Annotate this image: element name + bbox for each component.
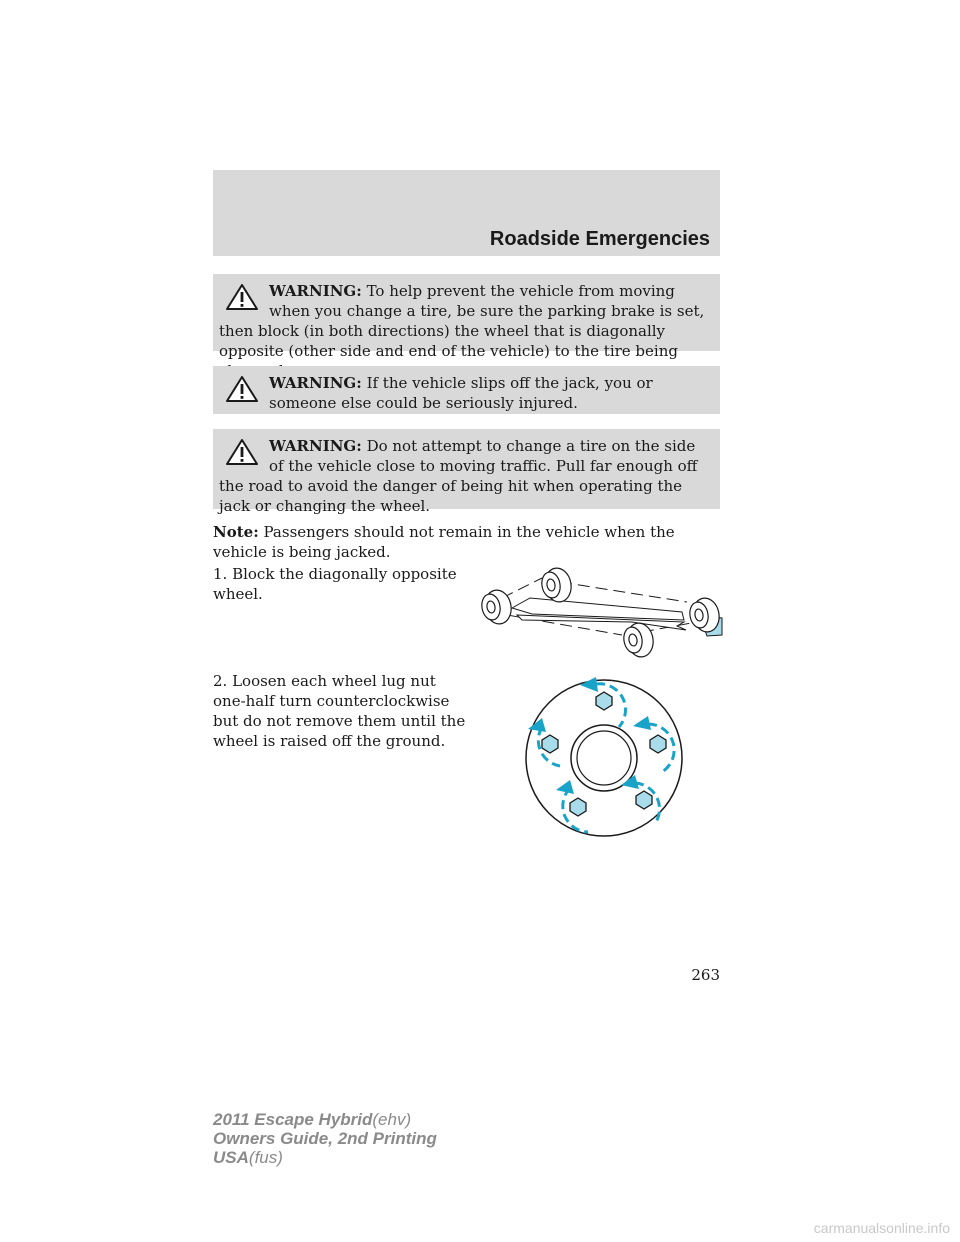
step-2-text: 2. Loosen each wheel lug nut one-half turn counterclockwise but do not remove them until the wheel is raised off the ground.	[213, 672, 466, 750]
watermark-text: carmanualsonline.info	[813, 1220, 950, 1236]
footer-market: USA	[213, 1148, 249, 1167]
note-text: Passengers should not remain in the vehicle when the vehicle is being jacked.	[213, 523, 675, 561]
note-label: Note:	[213, 523, 259, 541]
page-number: 263	[691, 966, 720, 984]
tire-rear-left-icon	[540, 566, 574, 604]
warning-label: WARNING:	[269, 437, 362, 455]
warning-label: WARNING:	[269, 282, 362, 300]
warning-text: If the vehicle slips off the jack, you or someone else could be seriously injured.	[269, 374, 653, 412]
warning-label: WARNING:	[269, 374, 362, 392]
footer-edition-info	[213, 1110, 437, 1167]
footer-printing: Owners Guide, 2nd Printing	[213, 1129, 437, 1148]
warning-box-traffic	[213, 429, 720, 515]
warning-box-parking-brake	[213, 274, 720, 360]
wheel-block-diagram	[472, 560, 727, 665]
note-paragraph	[213, 522, 720, 562]
tire-front-right-icon	[622, 621, 656, 659]
footer-model-code: (ehv)	[372, 1110, 412, 1129]
warning-box-jack-slip	[213, 366, 720, 414]
warning-text: To help prevent the vehicle from moving when you change a tire, be sure the parking brake is set, then block (in both directions) the wheel that is diagonally opposite (other side and end of the vehicle) to the tire being	[219, 282, 705, 360]
footer-model: 2011 Escape Hybrid	[213, 1110, 373, 1129]
section-title: Roadside Emergencies	[489, 228, 710, 250]
header-band	[213, 170, 720, 256]
warning-triangle-icon	[225, 283, 259, 311]
step-1-text: 1. Block the diagonally opposite wheel.	[213, 565, 457, 603]
tire-front-left-icon	[480, 588, 514, 626]
footer-market-code: (fus)	[248, 1148, 283, 1167]
lug-nut-loosening-diagram	[520, 672, 692, 840]
warning-text: Do not attempt to change a tire on the side of the vehicle close to moving traffic. Pull far enough off the road to avoid the danger of being hit when operating the jack or changing the wheel.	[219, 437, 698, 515]
warning-triangle-icon	[225, 438, 259, 466]
warning-triangle-icon	[225, 375, 259, 403]
